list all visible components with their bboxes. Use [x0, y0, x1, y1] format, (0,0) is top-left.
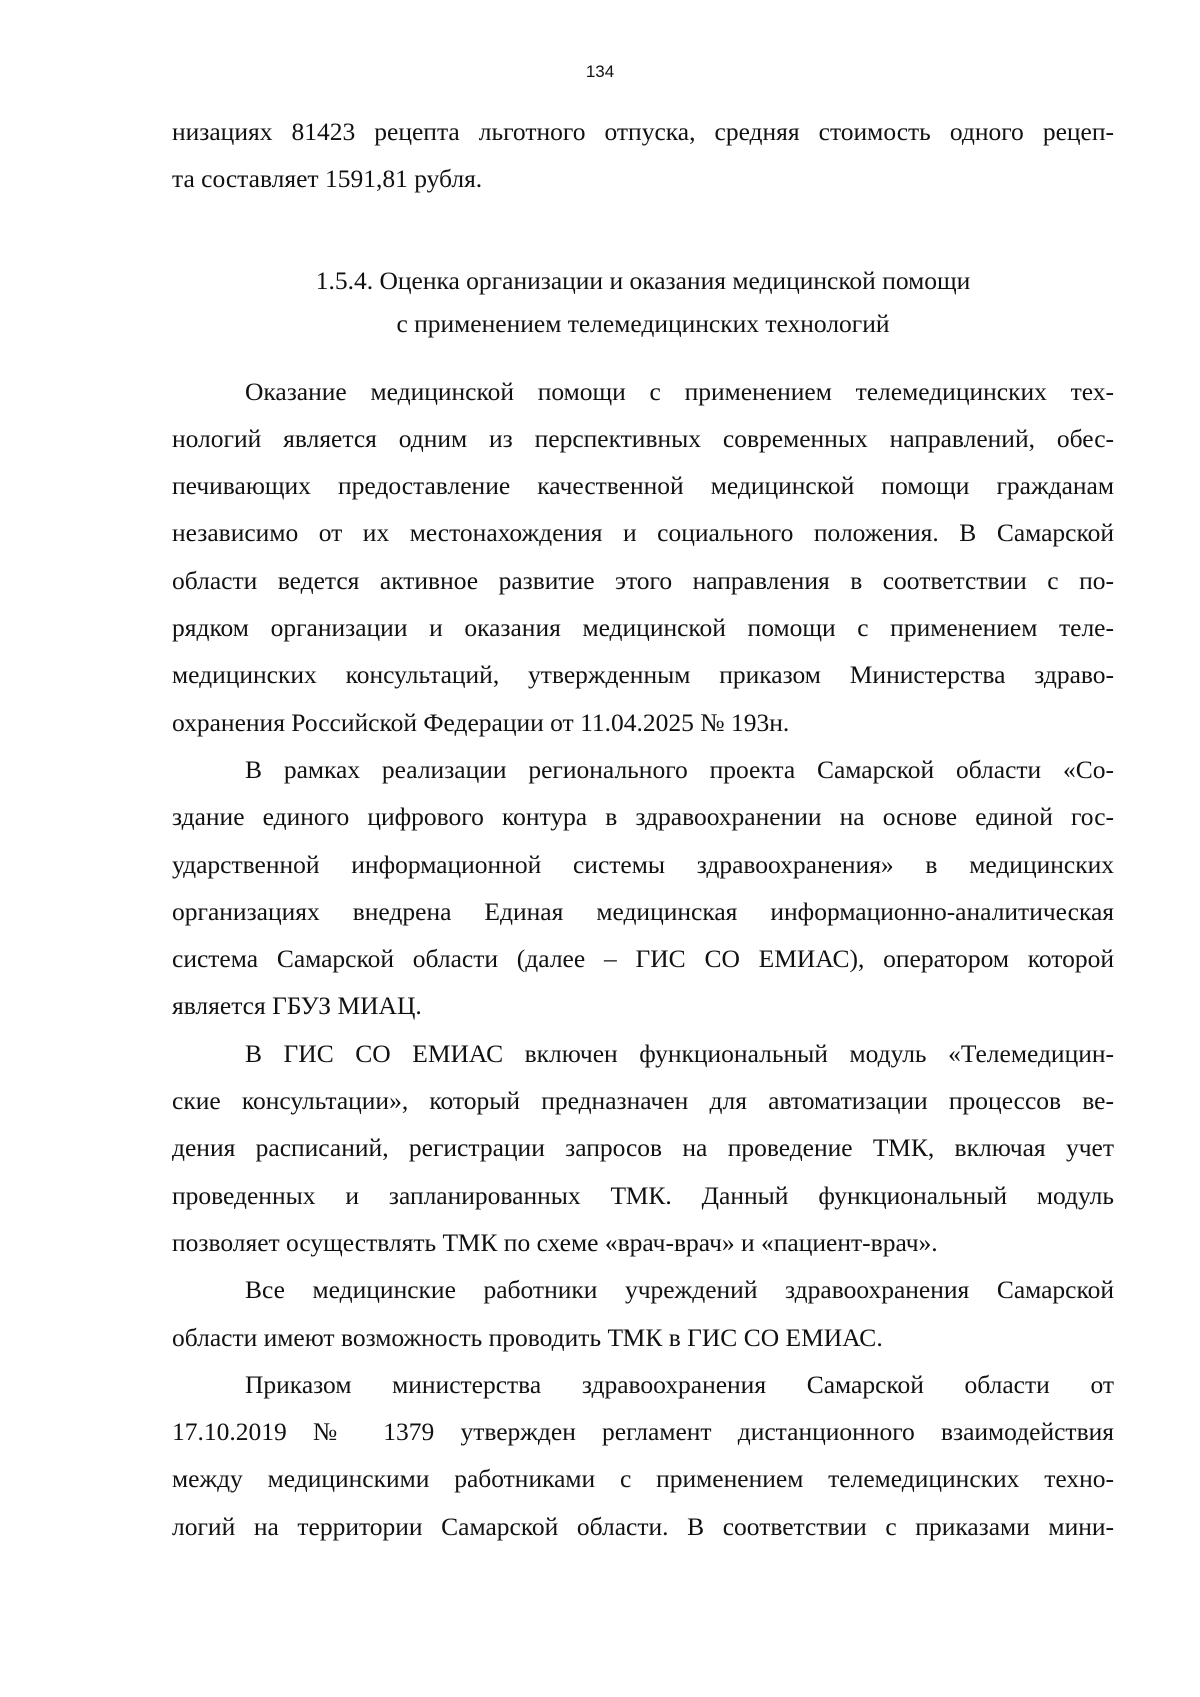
text-line: ударственной информационной системы здравоохранения» в медицинских — [172, 849, 1114, 879]
text-line: В ГИС СО ЕМИАС включен функциональный модуль «Телемедицин- — [245, 1038, 1114, 1068]
text-line: позволяет осуществлять ТМК по схеме «врач-врач» и «пациент-врач». — [172, 1227, 938, 1257]
text-line: независимо от их местонахождения и социального положения. В Самарской — [172, 518, 1114, 548]
text-line: В рамках реализации регионального проекта Самарской области «Со- — [245, 754, 1114, 784]
intro-paragraph — [172, 108, 1114, 203]
text-line: области ведется активное развитие этого направления в соответствии с по- — [172, 565, 1114, 595]
text-line: здание единого цифрового контура в здравоохранении на основе единой гос- — [172, 802, 1114, 832]
text-line: Приказом министерства здравоохранения Самарской области от — [245, 1369, 1114, 1399]
text-line: является ГБУЗ МИАЦ. — [172, 991, 422, 1021]
text-line: проведенных и запланированных ТМК. Данный функциональный модуль — [172, 1180, 1114, 1210]
text-line: низациях 81423 рецепта льготного отпуска, средняя стоимость одного рецеп- — [172, 117, 1114, 146]
text-line: области имеют возможность проводить ТМК в ГИС СО ЕМИАС. — [172, 1322, 883, 1352]
body-paragraph — [172, 746, 1114, 1030]
text-line: Все медицинские работники учреждений здравоохранения Самарской — [245, 1275, 1114, 1305]
page-number: 134 — [585, 62, 615, 81]
section-heading — [172, 259, 1114, 345]
text-line: нологий является одним из перспективных современных направлений, обес- — [172, 423, 1114, 453]
text-line: 17.10.2019 № 1379 утвержден регламент дистанционного взаимодействия — [172, 1417, 1114, 1447]
text-line: логий на территории Самарской области. В соответствии с приказами мини- — [172, 1511, 1114, 1541]
document-body — [172, 108, 1114, 1550]
body-paragraph — [172, 1266, 1114, 1361]
text-line: печивающих предоставление качественной медицинской помощи гражданам — [172, 471, 1114, 501]
section-heading-line: с применением телемедицинских технологий — [396, 308, 890, 338]
text-line: медицинских консультаций, утвержденным приказом Министерства здраво- — [172, 660, 1114, 690]
text-line: Оказание медицинской помощи с применением телемедицинских тех- — [245, 376, 1114, 406]
section-heading-line: 1.5.4. Оценка организации и оказания медицинской помощи — [315, 265, 971, 295]
body-paragraph — [172, 368, 1114, 746]
paragraph-list — [172, 368, 1114, 1550]
text-line: между медицинскими работниками с применением телемедицинских техно- — [172, 1464, 1114, 1494]
body-paragraph — [172, 1030, 1114, 1266]
text-line: ские консультации», который предназначен для автоматизации процессов ве- — [172, 1086, 1114, 1116]
body-paragraph — [172, 1361, 1114, 1550]
text-line: рядком организации и оказания медицинской помощи с применением теле- — [172, 613, 1114, 643]
text-line: система Самарской области (далее – ГИС СО ЕМИАС), оператором которой — [172, 944, 1114, 974]
text-line: охранения Российской Федерации от 11.04.2025 № 193н. — [172, 707, 790, 737]
text-line: та составляет 1591,81 рубля. — [172, 164, 483, 194]
text-line: дения расписаний, регистрации запросов на проведение ТМК, включая учет — [172, 1133, 1114, 1163]
text-line: организациях внедрена Единая медицинская информационно-аналитическая — [172, 896, 1114, 926]
